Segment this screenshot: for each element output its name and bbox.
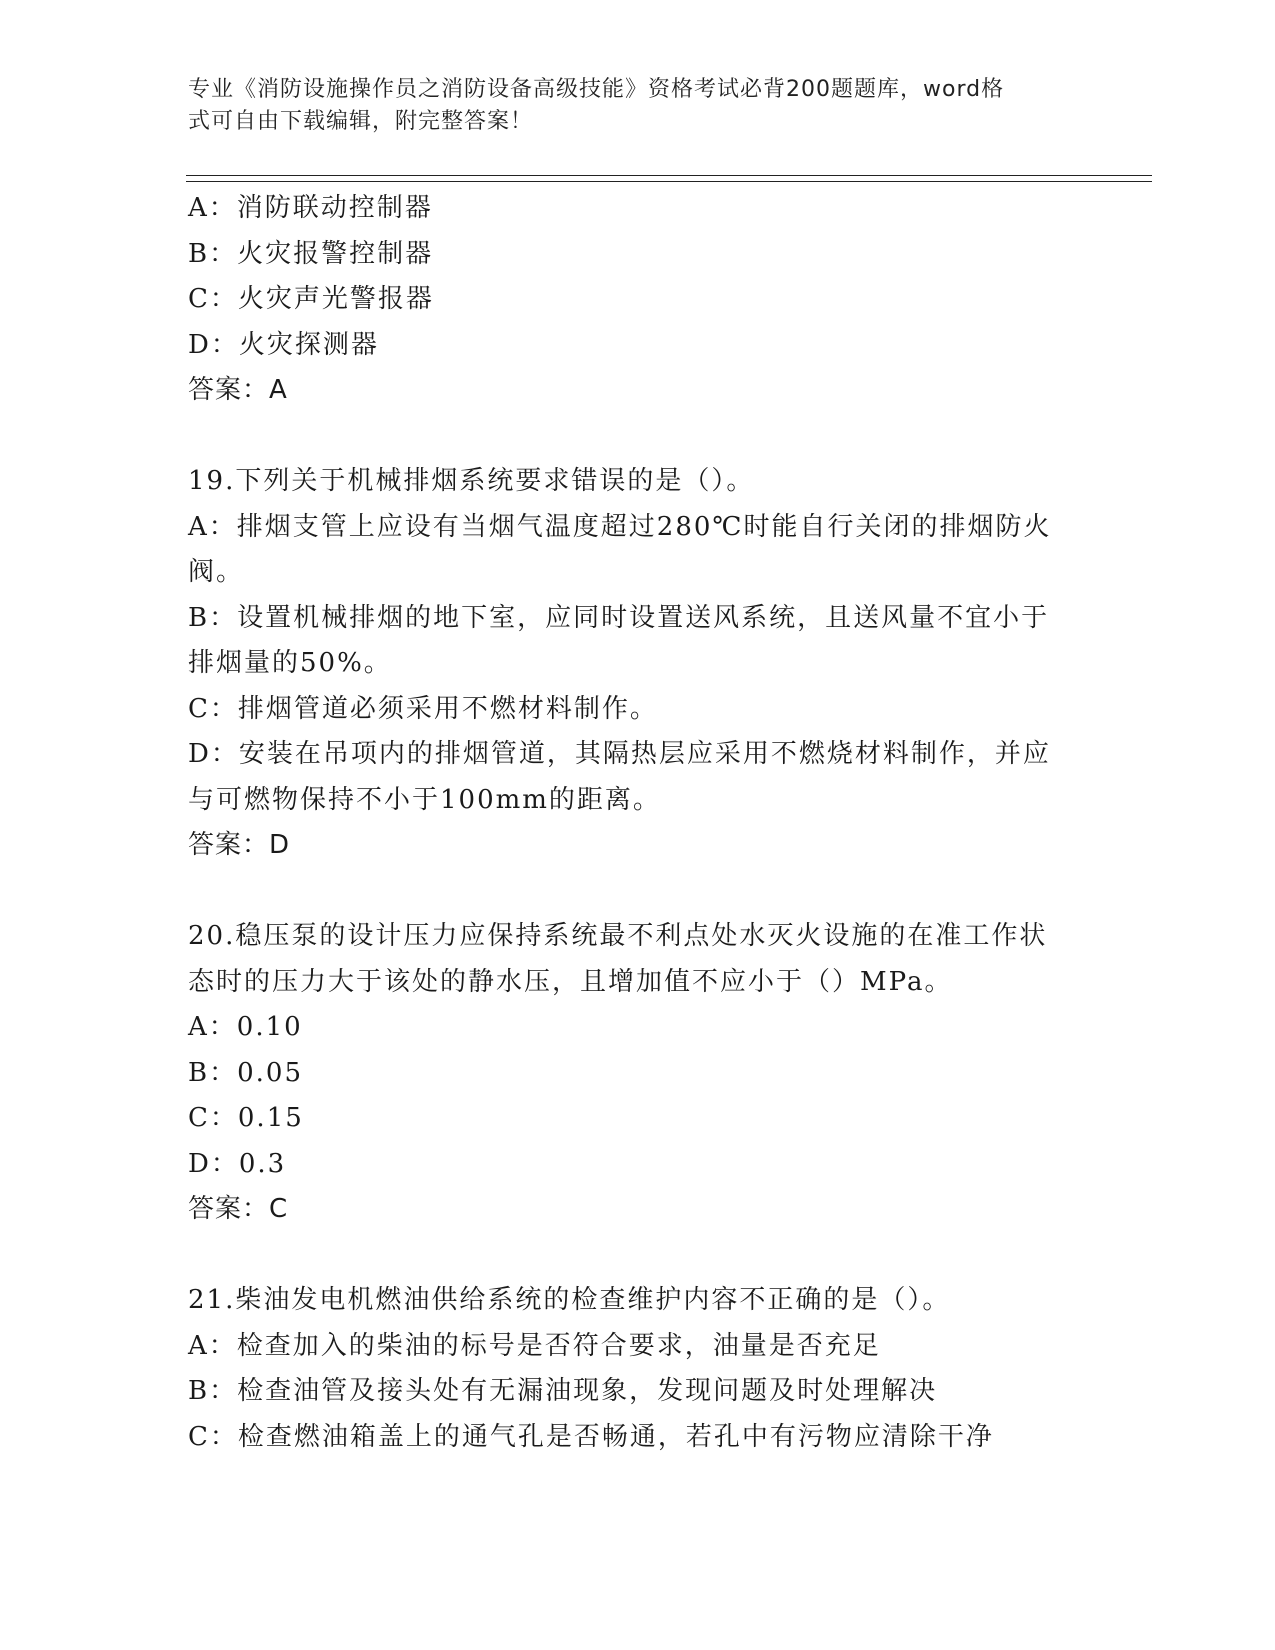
question-20 [188, 914, 1088, 1233]
spacer [188, 869, 1088, 915]
question-stem-line-1: 20.稳压泵的设计压力应保持系统最不利点处水灭火设施的在准工作状 [188, 921, 1048, 951]
option-c: C：排烟管道必须采用不燃材料制作。 [188, 693, 658, 724]
answer: 答案：A [188, 375, 288, 405]
question-stem: 19.下列关于机械排烟系统要求错误的是（）。 [188, 466, 755, 496]
header-line-2: 式可自由下载编辑，附完整答案！ [188, 109, 534, 134]
option-a-line-1: A：排烟支管上应设有当烟气温度超过280℃时能自行关闭的排烟防火 [188, 511, 1052, 542]
answer: 答案：D [188, 830, 291, 860]
option-b: B：火灾报警控制器 [188, 238, 434, 269]
option-c: C：火灾声光警报器 [188, 284, 434, 314]
option-d: D：火灾探测器 [188, 329, 379, 360]
spacer [188, 414, 1088, 460]
option-b: B：0.05 [188, 1057, 303, 1088]
question-18 [188, 186, 1088, 414]
option-d-line-2: 与可燃物保持不小于100mm的距离。 [188, 784, 661, 815]
option-c: C：检查燃油箱盖上的通气孔是否畅通，若孔中有污物应清除干净 [188, 1421, 994, 1452]
option-c: C：0.15 [188, 1103, 304, 1133]
header-line-1: 专业《消防设施操作员之消防设备高级技能》资格考试必背200题题库，word格 [188, 77, 1005, 102]
option-d: D：0.3 [188, 1148, 287, 1179]
spacer [188, 1233, 1088, 1279]
question-21 [188, 1278, 1088, 1460]
option-d-line-1: D：安装在吊项内的排烟管道，其隔热层应采用不燃烧材料制作，并应 [188, 739, 1051, 769]
question-list [188, 186, 1088, 1460]
question-stem-line-2: 态时的压力大于该处的静水压，且增加值不应小于（）MPa。 [188, 966, 953, 997]
header-divider-top [186, 175, 1152, 176]
option-a-line-2: 阀。 [188, 557, 245, 587]
option-b-line-1: B：设置机械排烟的地下室，应同时设置送风系统，且送风量不宜小于 [188, 602, 1050, 633]
question-stem: 21.柴油发电机燃油供给系统的检查维护内容不正确的是（）。 [188, 1285, 951, 1315]
option-b: B：检查油管及接头处有无漏油现象，发现问题及时处理解决 [188, 1376, 938, 1406]
option-a: A：0.10 [188, 1012, 303, 1042]
option-b-line-2: 排烟量的50%。 [188, 648, 392, 678]
option-a: A：消防联动控制器 [188, 193, 433, 223]
option-a: A：检查加入的柴油的标号是否符合要求，油量是否充足 [188, 1330, 881, 1361]
header-divider-bottom [186, 181, 1152, 182]
document-header [188, 74, 1068, 138]
answer: 答案：C [188, 1194, 289, 1224]
question-19 [188, 459, 1088, 869]
